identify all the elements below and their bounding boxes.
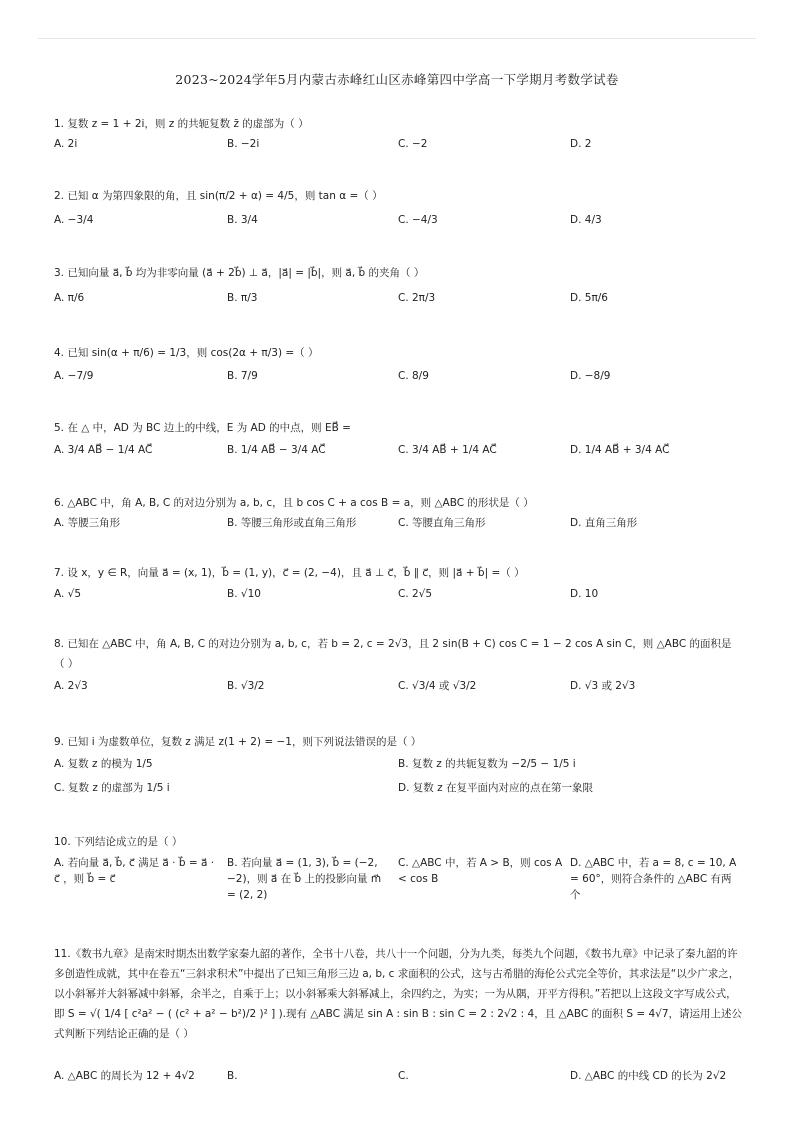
option-4a[interactable]: A. −7/9 xyxy=(54,370,94,382)
option-7b[interactable]: B. √10 xyxy=(227,588,261,600)
option-7c[interactable]: C. 2√5 xyxy=(398,588,433,600)
option-4b[interactable]: B. 7/9 xyxy=(227,370,258,382)
header-rule xyxy=(38,38,756,39)
option-9c[interactable]: C. 复数 z 的虚部为 1/5 i xyxy=(54,782,170,794)
option-9b[interactable]: B. 复数 z 的共轭复数为 −2/5 − 1/5 i xyxy=(398,758,576,770)
option-2c[interactable]: C. −4/3 xyxy=(398,214,438,226)
option-8d[interactable]: D. √3 或 2√3 xyxy=(570,680,636,692)
option-10c[interactable]: C. △ABC 中，若 A > B，则 cos A < cos B xyxy=(398,857,563,885)
option-4d[interactable]: D. −8/9 xyxy=(570,370,611,382)
option-8c[interactable]: C. √3/4 或 √3/2 xyxy=(398,680,477,692)
option-2b[interactable]: B. 3/4 xyxy=(227,214,258,226)
question-8: 8. 已知在 △ABC 中，角 A, B, C 的对边分别为 a, b, c，若 b = 2, c = 2√3，且 2 sin(B + C) cos C = 1 − 2 cos A sin C，则 △ABC 的面积是 xyxy=(54,638,732,650)
question-10: 10. 下列结论成立的是（ ） xyxy=(54,836,183,848)
question-9: 9. 已知 i 为虚数单位，复数 z 满足 z(1 + 2) = −1，则下列说法错误的是（ ） xyxy=(54,736,422,748)
option-10b[interactable]: B. 若向量 a⃗ = (1, 3), b⃗ = (−2, −2)，则 a⃗ 在 b⃗ 上的投影向量 m⃗ = (2, 2) xyxy=(227,857,382,901)
option-9d[interactable]: D. 复数 z 在复平面内对应的点在第一象限 xyxy=(398,782,593,794)
option-1d[interactable]: D. 2 xyxy=(570,138,592,150)
option-3d[interactable]: D. 5π/6 xyxy=(570,292,608,304)
option-8a[interactable]: A. 2√3 xyxy=(54,680,88,692)
option-11c[interactable]: C. xyxy=(398,1070,409,1082)
question-4: 4. 已知 sin(α + π/6) = 1/3，则 cos(2α + π/3) =（ ） xyxy=(54,347,319,359)
option-5a[interactable]: A. 3/4 AB⃗ − 1/4 AC⃗ xyxy=(54,444,153,456)
option-5d[interactable]: D. 1/4 AB⃗ + 3/4 AC⃗ xyxy=(570,444,670,456)
option-1a[interactable]: A. 2i xyxy=(54,138,78,150)
option-8b[interactable]: B. √3/2 xyxy=(227,680,265,692)
option-2d[interactable]: D. 4/3 xyxy=(570,214,602,226)
option-7d[interactable]: D. 10 xyxy=(570,588,599,600)
option-6d[interactable]: D. 直角三角形 xyxy=(570,517,638,529)
question-11: 11.《数书九章》是南宋时期杰出数学家秦九韶的著作，全书十八卷，共八十一个问题，分为九类，每类九个问题，《数书九章》中记录了秦九韶的许多创造性成就，其中在卷五“三斜求积术”中提出了已知三角形三边 a, b, c 求面积的公式，这与古希腊的海伦公式完全等价，其求法是“以少广求之，以小斜幂并大斜幂减中斜幂，余半之，自乘于上；以小斜幂乘大斜幂减上，余四约之，为实；一为从隅，开平方得积。”若把以上这段文字写成公式，即 S = √( 1/4 [ c²a² − ( (c² + a² − b²)/2 )² ] ).现有 △ABC 满足 sin A : sin B : sin C = 2 : 2√2 : 4，且 △ABC 的面积 S = 4√7，请运用上述公式判断下列结论正确的是（ ） xyxy=(54,948,743,1040)
question-5: 5. 在 △ 中，AD 为 BC 边上的中线，E 为 AD 的中点，则 EB⃗ = xyxy=(54,422,351,434)
option-7a[interactable]: A. √5 xyxy=(54,588,82,600)
question-8-tail: （ ） xyxy=(54,658,79,670)
question-3: 3. 已知向量 a⃗, b⃗ 均为非零向量 (a⃗ + 2b⃗) ⊥ a⃗，|a⃗| = |b⃗|，则 a⃗, b⃗ 的夹角（ ） xyxy=(54,267,425,279)
option-11b[interactable]: B. xyxy=(227,1070,238,1082)
option-3a[interactable]: A. π/6 xyxy=(54,292,85,304)
option-6c[interactable]: C. 等腰直角三角形 xyxy=(398,517,486,529)
option-9a[interactable]: A. 复数 z 的模为 1/5 xyxy=(54,758,153,770)
option-4c[interactable]: C. 8/9 xyxy=(398,370,429,382)
option-1c[interactable]: C. −2 xyxy=(398,138,428,150)
option-11a[interactable]: A. △ABC 的周长为 12 + 4√2 xyxy=(54,1070,195,1082)
option-10d[interactable]: D. △ABC 中，若 a = 8, c = 10, A = 60°，则符合条件的 △ABC 有两个 xyxy=(570,857,737,901)
question-6: 6. △ABC 中，角 A, B, C 的对边分别为 a, b, c，且 b cos C + a cos B = a，则 △ABC 的形状是（ ） xyxy=(54,497,534,509)
option-2a[interactable]: A. −3/4 xyxy=(54,214,94,226)
option-3b[interactable]: B. π/3 xyxy=(227,292,258,304)
option-6a[interactable]: A. 等腰三角形 xyxy=(54,517,121,529)
option-11d[interactable]: D. △ABC 的中线 CD 的长为 2√2 xyxy=(570,1070,727,1082)
page-title: 2023~2024学年5月内蒙古赤峰红山区赤峰第四中学高一下学期月考数学试卷 xyxy=(175,72,619,87)
option-3c[interactable]: C. 2π/3 xyxy=(398,292,436,304)
option-6b[interactable]: B. 等腰三角形或直角三角形 xyxy=(227,517,357,529)
option-5c[interactable]: C. 3/4 AB⃗ + 1/4 AC⃗ xyxy=(398,444,497,456)
option-10a[interactable]: A. 若向量 a⃗, b⃗, c⃗ 满足 a⃗ · b⃗ = a⃗ · c⃗ ，则 b⃗ = c⃗ xyxy=(54,857,215,885)
question-7: 7. 设 x，y ∈ R，向量 a⃗ = (x, 1)，b⃗ = (1, y)，c⃗ = (2, −4)，且 a⃗ ⊥ c⃗，b⃗ ∥ c⃗，则 |a⃗ + b⃗| =（ ） xyxy=(54,567,525,579)
option-1b[interactable]: B. −2i xyxy=(227,138,260,150)
question-2: 2. 已知 α 为第四象限的角，且 sin(π/2 + α) = 4/5，则 tan α =（ ） xyxy=(54,190,383,202)
question-1: 1. 复数 z = 1 + 2i，则 z 的共轭复数 z̄ 的虚部为（ ） xyxy=(54,118,309,130)
option-5b[interactable]: B. 1/4 AB⃗ − 3/4 AC⃗ xyxy=(227,444,326,456)
